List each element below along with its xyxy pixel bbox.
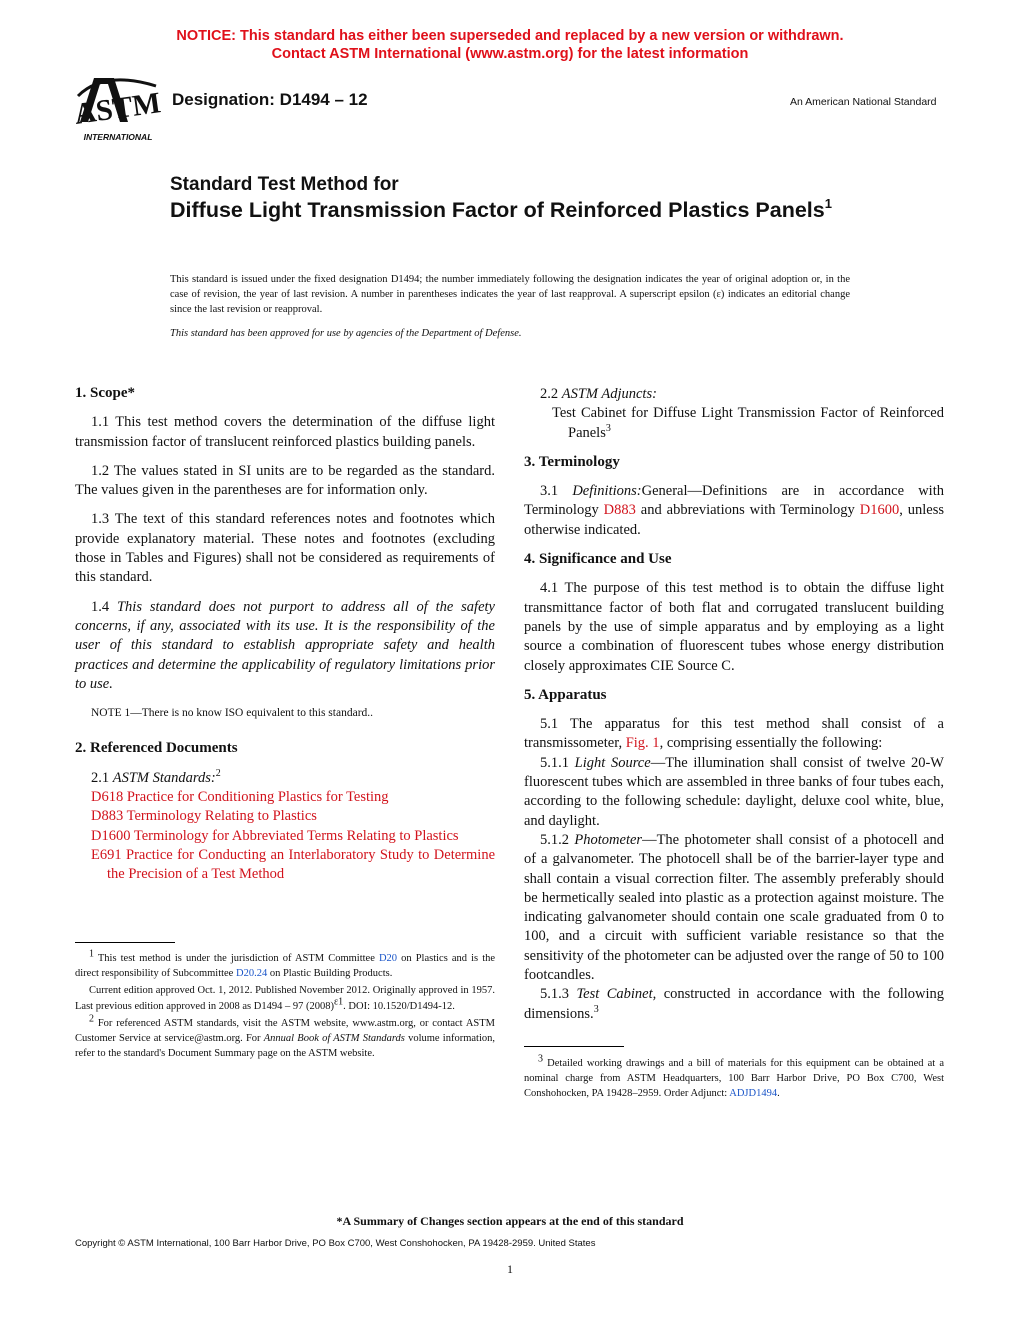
photometer-text: —The photometer shall consist of a photocell and of a galvanometer. The photocell shall be of the barrier-layer type and shall contain a visual correction filter. The assembly preferably should be hermetically sealed into plastic as a protection against moisture. The indicating galvanometer should contain one scale graduated from 0 to 100, and a circuit with sufficient variable resistance so that the sensitivity of the photometer can be adjusted over the range of 50 to 100 footcandles.: [524, 831, 945, 984]
fn1-doi: . DOI: 10.1520/D1494-12.: [343, 1000, 455, 1012]
fn3-mark: 3: [538, 1053, 543, 1065]
fig-1-link[interactable]: Fig. 1: [625, 735, 660, 752]
apparatus-heading: 5. Apparatus: [524, 686, 607, 703]
footnote-1: [75, 948, 496, 981]
fn3-end: .: [777, 1088, 780, 1100]
fn1-eps: ε1: [333, 996, 344, 1008]
notice-line-1: NOTICE: This standard has either been superseded and replaced by a new version or withdrawn.: [176, 28, 844, 44]
left-column: [75, 384, 495, 885]
terminology-text-2: and abbreviations with Terminology: [640, 502, 855, 519]
scope-1-4: [75, 598, 495, 694]
light-source-num: 5.1.1: [540, 754, 569, 771]
footnote-2: [75, 1013, 496, 1062]
photometer-label: Photometer: [574, 831, 643, 848]
fn1-text-b: on Plastics and is the direct responsibility of Subcommittee: [75, 953, 496, 980]
referenced-heading: 2. Referenced Documents: [75, 740, 238, 757]
astm-logo: [74, 72, 164, 144]
adjuncts-num: 2.2: [540, 386, 559, 402]
test-cabinet-sup: 3: [593, 1003, 599, 1015]
apparatus-5-1-text-b: , comprising essentially the following:: [659, 735, 883, 752]
apparatus-5-1-1: [524, 754, 944, 831]
logo-caption: INTERNATIONAL: [83, 132, 153, 142]
significance-4-1: 4.1 The purpose of this test method is to obtain the diffuse light transmittance factor of both flat and corrugated translucent building panels by the use of simple apparatus and by employing as a light source a combination of fluorescent tubes whose energy distribution closely approximates CIE Source C.: [524, 580, 944, 674]
fn1-text-c: on Plastic Building Products.: [269, 968, 393, 980]
terminology-label: Definitions:: [572, 483, 642, 500]
title-line-2: [170, 197, 870, 224]
ref-title[interactable]: Practice for Conducting an Interlaboratory Study to Determine the Precision of a Test Method: [107, 846, 495, 883]
scope-1-2: 1.2 The values stated in SI units are to be regarded as the standard. The values given in the parentheses are for information only.: [75, 462, 495, 499]
test-cabinet-text: constructed in accordance with the following dimensions.: [524, 986, 945, 1022]
note-1: NOTE 1—There is no know ISO equivalent to this standard..: [91, 707, 374, 720]
fn2-mark: 2: [89, 1013, 94, 1025]
terminology-num: 3.1: [540, 483, 559, 500]
ref-title[interactable]: Terminology for Abbreviated Terms Relating to Plastics: [133, 827, 459, 844]
fn3-text: Detailed working drawings and a bill of materials for this equipment can be obtained at a nominal charge from ASTM Headquarters, 100 Barr Harbor Drive, PO Box C700, West Conshohocken, PA 19428–2959. Order Adjunct:: [524, 1058, 945, 1100]
fn1-mark: 1: [89, 948, 94, 960]
footnote-1-current: [75, 983, 495, 1013]
fn3-link-adjunct[interactable]: ADJD1494: [729, 1088, 778, 1100]
ref-title[interactable]: Practice for Conditioning Plastics for Testing: [126, 789, 389, 806]
fn1-current-text: Current edition approved Oct. 1, 2012. Published November 2012. Originally approved in 1957. Last previous edition approved in 2008 as D1494 – 97 (2008): [75, 985, 495, 1012]
notice-line-2: Contact ASTM International (www.astm.org) for the latest information: [271, 46, 749, 62]
footnote-rule-right: [524, 1046, 624, 1047]
apparatus-5-1: [524, 715, 944, 754]
fn1-text-a: This test method is under the jurisdiction of ASTM Committee: [97, 953, 375, 964]
terminology-3-1: [524, 482, 944, 540]
terminology-text-3: , unless otherwise indicated.: [524, 502, 945, 538]
intro-paragraph: This standard is issued under the fixed designation D1494; the number immediately following the designation indicates the year of original adoption or, in the case of revision, the year of last revision. A number in parentheses indicates the year of last reapproval. A superscript epsilon (ε) indicates an editorial change since the last revision or reapproval.: [170, 274, 850, 315]
american-national-standard: An American National Standard: [790, 96, 937, 108]
adjunct-item-text: Test Cabinet for Diffuse Light Transmission Factor of Reinforced Panels: [552, 405, 944, 441]
light-source-text: —The illumination shall consist of twelve 20-W fluorescent tubes which are assembled in three banks of four tubes each, according to the following schedule: daylight, deluxe cool white, blue, and daylight.: [524, 754, 944, 829]
astm-logo-icon: [74, 72, 164, 144]
astm-standards-text: ASTM Standards:: [112, 769, 216, 786]
apparatus-5-1-text-a: 5.1 The apparatus for this test method shall consist of a transmissometer,: [524, 716, 944, 752]
ref-code[interactable]: D618: [91, 789, 124, 806]
ref-code[interactable]: E691: [91, 846, 122, 863]
astm-adjuncts-label: [524, 385, 944, 404]
page-number: 1: [507, 1262, 513, 1276]
title-line-1: Standard Test Method for: [170, 174, 399, 195]
apparatus-5-1-2: [524, 831, 944, 985]
terminology-heading: 3. Terminology: [524, 453, 620, 470]
title-main: Diffuse Light Transmission Factor of Reinforced Plastics Panels: [170, 198, 825, 222]
logo-letters: ASTM: [74, 86, 163, 131]
footnote-3: [524, 1053, 945, 1102]
designation: Designation: D1494 – 12: [172, 90, 368, 109]
astm-standards-label: [75, 769, 495, 788]
ref-d883[interactable]: [91, 807, 495, 826]
significance-heading: 4. Significance and Use: [524, 551, 672, 568]
astm-standards-num: 2.1: [91, 769, 110, 786]
scope-1-3: 1.3 The text of this standard references notes and footnotes which provide explanatory material. These notes and footnotes (excluding those in Tables and Figures) shall not be considered as requirements of this standard.: [75, 511, 495, 586]
scope-1-4-num: 1.4: [91, 598, 110, 615]
adjunct-sup: 3: [605, 422, 611, 434]
astm-standards-sup: 2: [215, 767, 221, 779]
footnote-rule-left: [75, 942, 175, 943]
ref-code[interactable]: D1600: [91, 827, 131, 844]
terminology-link-d883[interactable]: D883: [603, 502, 636, 519]
test-cabinet-label: Test Cabinet,: [576, 986, 657, 1003]
copyright: Copyright © ASTM International, 100 Barr Harbor Drive, PO Box C700, West Conshohocken, PA 19428-2959. United States: [75, 1238, 596, 1249]
scope-heading: 1. Scope*: [75, 385, 135, 401]
ref-d618[interactable]: [91, 788, 495, 807]
terminology-link-d1600[interactable]: D1600: [859, 502, 900, 519]
scope-1-1: 1.1 This test method covers the determination of the diffuse light transmission factor of translucent reinforced plastics building panels.: [75, 414, 495, 450]
fn2-italic: Annual Book of ASTM Standards: [263, 1033, 405, 1045]
terminology-text-1: General—Definitions are in accordance with Terminology: [524, 483, 944, 519]
scope-1-4-text: This standard does not purport to address all of the safety concerns, if any, associated with its use. It is the responsibility of the user of this standard to establish appropriate safety and health practices and determine the applicability of regulatory limitations prior to use.: [75, 598, 495, 692]
summary-of-changes: *A Summary of Changes section appears at the end of this standard: [336, 1214, 684, 1228]
adjunct-item: [552, 404, 944, 443]
ref-e691[interactable]: [91, 846, 495, 885]
fn1-link-d20[interactable]: D20: [378, 953, 398, 964]
dod-approval: This standard has been approved for use by agencies of the Department of Defense.: [170, 328, 522, 339]
adjuncts-text: ASTM Adjuncts:: [561, 386, 657, 402]
withdrawal-notice: [0, 27, 1020, 63]
fn1-link-d2024[interactable]: D20.24: [235, 968, 268, 980]
ref-title[interactable]: Terminology Relating to Plastics: [126, 808, 317, 825]
apparatus-5-1-3: [524, 985, 944, 1024]
footnotes-right: [524, 1053, 945, 1102]
photometer-num: 5.1.2: [540, 831, 569, 848]
footnotes-left: [75, 948, 496, 1061]
test-cabinet-num: 5.1.3: [540, 986, 569, 1003]
light-source-label: Light Source: [574, 754, 651, 771]
ref-code[interactable]: D883: [91, 808, 124, 825]
right-column: [524, 385, 944, 1024]
ref-d1600[interactable]: [91, 827, 495, 846]
fn2-text-b: volume information, refer to the standard's Document Summary page on the ASTM website.: [75, 1033, 495, 1060]
fn2-text-a: For referenced ASTM standards, visit the ASTM website, www.astm.org, or contact ASTM Customer Service at service@astm.org. For: [75, 1017, 496, 1045]
title-footnote-mark: 1: [824, 196, 832, 211]
